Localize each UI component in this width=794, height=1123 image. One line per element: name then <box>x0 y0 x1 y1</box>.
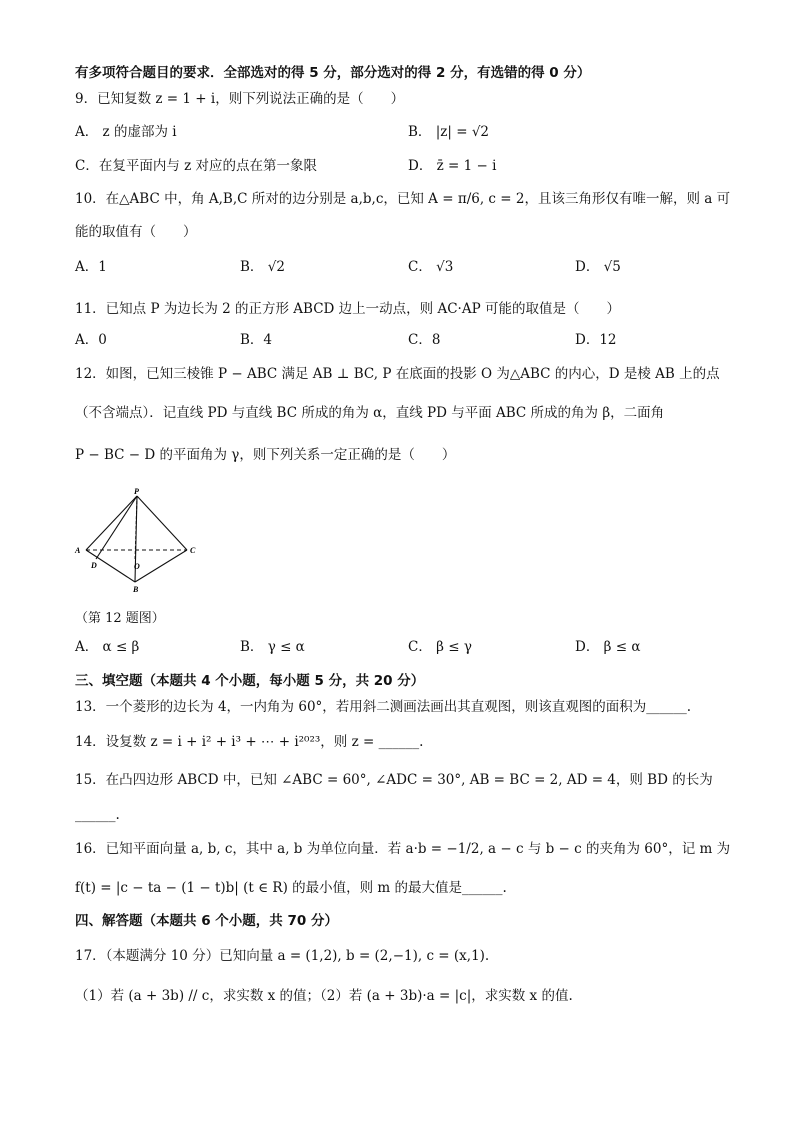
section-3-heading: 三、填空题（本题共 4 个小题，每小题 5 分，共 20 分） <box>75 673 425 689</box>
question-11-option-c: C．8 <box>408 332 441 348</box>
label-c: C <box>190 546 196 555</box>
question-9-option-b: B． |z| = √2 <box>408 124 490 140</box>
edge-pa <box>86 496 137 550</box>
question-9-option-a: A． z 的虚部为 i <box>75 124 177 140</box>
label-a: A <box>75 546 81 555</box>
question-11-option-a: A．0 <box>75 332 107 348</box>
question-12-stem: 12．如图，已知三棱锥 P − ABC 满足 AB ⊥ BC, P 在底面的投影 O 为△ABC 的内心，D 是棱 AB 上的点 <box>75 366 720 382</box>
question-14: 14．设复数 z = i + i² + i³ + ⋯ + i²⁰²³，则 z = ______. <box>75 734 424 750</box>
question-9-option-d: D． z̄ = 1 − i <box>408 158 497 174</box>
question-11-option-d: D．12 <box>575 332 617 348</box>
question-9-stem: 9．已知复数 z = 1 + i，则下列说法正确的是（ ） <box>75 91 405 107</box>
question-11-stem: 11．已知点 P 为边长为 2 的正方形 ABCD 边上一动点，则 AC·AP 可能的取值是（ ） <box>75 301 620 317</box>
question-10-stem: 10．在△ABC 中，角 A,B,C 所对的边分别是 a,b,c，已知 A = π/6, c = 2，且该三角形仅有唯一解，则 a 可 <box>75 191 731 207</box>
question-16-stem: 16．已知平面向量 a, b, c，其中 a, b 为单位向量．若 a·b = −1/2, a − c 与 b − c 的夹角为 60°，记 m 为 <box>75 841 731 857</box>
question-12-option-c: C． β ≤ γ <box>408 639 472 655</box>
label-p: P <box>134 488 139 496</box>
question-10-option-b: B． √2 <box>240 259 285 275</box>
question-17-stem: 17．（本题满分 10 分）已知向量 a = (1,2), b = (2,−1), c = (x,1). <box>75 948 490 964</box>
question-9-option-c: C．在复平面内与 z 对应的点在第一象限 <box>75 158 318 174</box>
question-11-option-b: B．4 <box>240 332 273 348</box>
label-b: B <box>133 585 139 594</box>
question-10-option-d: D． √5 <box>575 259 621 275</box>
question-15-blank: ______. <box>75 807 120 823</box>
section-note: 有多项符合题目的要求．全部选对的得 5 分，部分选对的得 2 分，有选错的得 0 分） <box>75 65 591 81</box>
label-d: D <box>91 561 97 570</box>
figure-caption: （第 12 题图） <box>75 611 165 626</box>
edge-pc <box>137 496 187 550</box>
question-15-stem: 15．在凸四边形 ABCD 中，已知 ∠ABC = 60°, ∠ADC = 30°, AB = BC = 2, AD = 4，则 BD 的长为 <box>75 772 713 788</box>
question-13: 13．一个菱形的边长为 4，一内角为 60°，若用斜二测画法画出其直观图，则该直观图的面积为______. <box>75 699 692 715</box>
question-12-stem-end: P − BC − D 的平面角为 γ，则下列关系一定正确的是（ ） <box>75 447 456 463</box>
question-12-option-a: A． α ≤ β <box>75 639 140 655</box>
question-16-stem-continued: f(t) = |c − ta − (1 − t)b| (t ∈ R) 的最小值，则 m 的最大值是______. <box>75 880 507 896</box>
question-12-stem-continued: （不含端点）．记直线 PD 与直线 BC 所成的角为 α，直线 PD 与平面 ABC 所成的角为 β，二面角 <box>75 405 665 421</box>
question-12-option-b: B． γ ≤ α <box>240 639 305 655</box>
question-10-option-c: C． √3 <box>408 259 454 275</box>
section-4-heading: 四、解答题（本题共 6 个小题，共 70 分） <box>75 913 338 929</box>
label-o: O <box>134 562 140 571</box>
pyramid-figure <box>72 488 202 596</box>
edge-bc <box>135 550 187 582</box>
question-17-parts: （1）若 (a + 3b) // c，求实数 x 的值；（2）若 (a + 3b)·a = |c|，求实数 x 的值. <box>75 988 573 1004</box>
question-10-option-a: A．1 <box>75 259 107 275</box>
question-12-option-d: D． β ≤ α <box>575 639 641 655</box>
question-10-stem-continued: 能的取值有（ ） <box>75 224 197 240</box>
